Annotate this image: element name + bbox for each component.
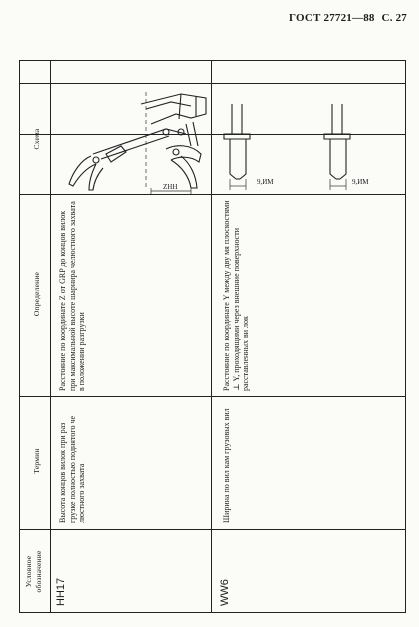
header-designation: Условное обозначение [24,550,43,593]
row-definition: Расстояние по координате Y между дву мя плоскостями ⊥ Y, проходящими через внешние поверхности расставленных ви лок [222,200,250,391]
header-scheme: Схема [32,128,41,150]
standard-number: ГОСТ 27721—88 [289,12,375,24]
header-definition: Определение [32,271,41,317]
dimension-label-right: 9,ИМ [352,178,369,186]
row-definition: Расстояние по координате Z от GRP до концов вилок при максимальной высоте шарнира челюстного захвата в положении разгрузки [58,201,86,391]
row-term: Высота концов вилок при раз грузке полностью поднятого че люстного захвата [58,415,86,523]
scheme-fork-width [212,84,372,195]
divider [20,529,405,530]
page-number: С. 27 [381,12,407,24]
row-code: HH17 [55,577,67,606]
header-term: Термин [32,448,41,474]
page-header [289,12,407,24]
divider [20,396,405,397]
dimension-label-left: 9,ИМ [257,178,274,186]
terms-table [19,60,406,613]
dimension-label: ZHH [163,183,178,191]
row-code: WW6 [219,579,231,606]
scheme-jaw-gripper [51,84,211,195]
row-term: Ширина по вил кам грузовых вил [222,408,231,523]
